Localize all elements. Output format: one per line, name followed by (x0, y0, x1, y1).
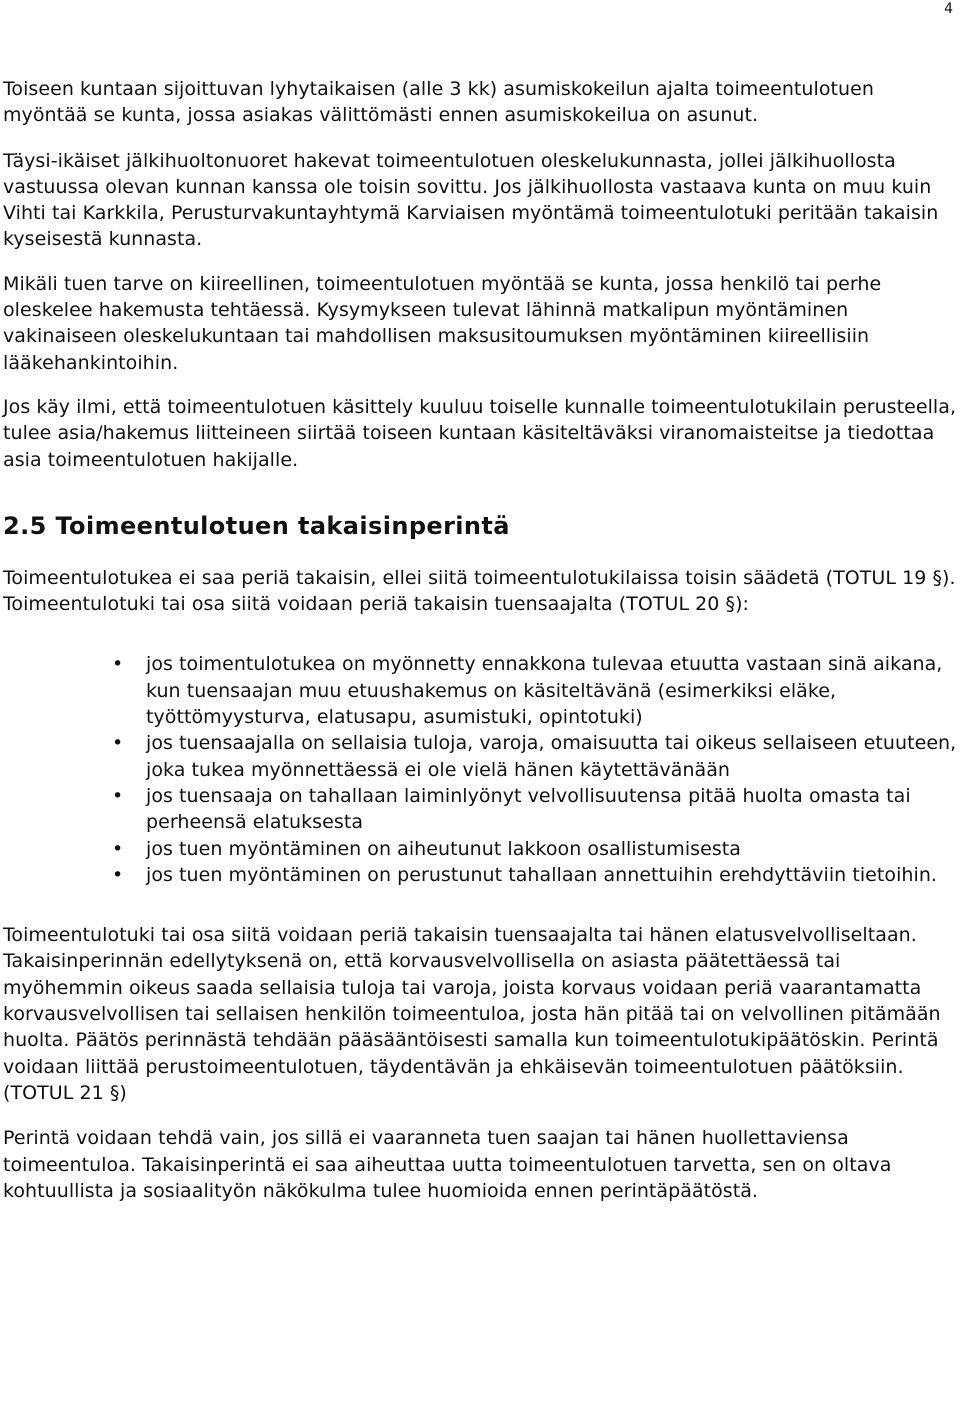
list-item (3, 836, 959, 862)
paragraph-recovery-intro: Toimeentulotukea ei saa periä takaisin, ellei siitä toimeentulotukilaissa toisin säädetä (TOTUL 19 §). Toimeentulotuki tai osa siitä voidaan periä takaisin tuensaajalta (TOTUL 20 §): (3, 566, 956, 616)
paragraph-recovery-conditions: Toimeentulotuki tai osa siitä voidaan periä takaisin tuensaajalta tai hänen elatusvelvolliseltaan. Takaisinperinnän edellytyksenä on, että korvausvelvollisella on asiasta päätettäessä tai myöhemmin oikeus saada sellaisia tuloja tai varoja, joista korvaus voidaan periä vaarantamatta korvausvelvollisen tai sellaisen henkilön toimeentuloa, josta hän pitää tai on velvollinen pitämään huolta. Päätös perinnästä tehdään pääsääntöisesti samalla kun toimeentulotukipäätöskin. Perintä voidaan liittää perustoimeentulotuen, täydentävän ja ehkäisevän toimeentulotuen päätöksiin. (TOTUL 21 §) (3, 924, 941, 1104)
document-body (3, 76, 959, 1204)
bullet-icon: • (112, 732, 124, 755)
page-number: 4 (944, 1, 953, 17)
list-item-text: jos tuensaajalla on sellaisia tuloja, varoja, omaisuutta tai oikeus sellaiseen etuuteen, joka tukea myönnettäessä ei ole vielä hänen käytettävänään (146, 732, 957, 781)
list-item-text: jos toimentulotukea on myönnetty ennakkona tulevaa etuutta vastaan sinä aikana, kun tuensaajan muu etuushakemus on käsiteltävänä (esimerkiksi eläke, työttömyysturva, elatusapu, asumistuki, opintotuki) (146, 653, 943, 729)
list-item (3, 862, 959, 888)
recovery-conditions-list (3, 651, 959, 888)
list-item-text: jos tuen myöntäminen on perustunut tahallaan annettuihin erehdyttäviin tietoihin. (146, 863, 937, 886)
paragraph-urgent-need: Mikäli tuen tarve on kiireellinen, toimeentulotuen myöntää se kunta, jossa henkilö tai perhe oleskelee hakemusta tehtäessä. Kysymykseen tulevat lähinnä matkalipun myöntäminen vakinaiseen oleskelukuntaan tai mahdollisen maksusitoumuksen myöntäminen kiireellisiin lääkehankintoihin. (3, 272, 882, 374)
paragraph-trial-living: Toiseen kuntaan sijoittuvan lyhytaikaisen (alle 3 kk) asumiskokeilun ajalta toimeentulotuen myöntää se kunta, jossa asiakas välittömästi ennen asumiskokeilua on asunut. (3, 78, 874, 127)
bullet-icon: • (112, 863, 124, 886)
list-item (3, 783, 959, 836)
list-item (3, 730, 959, 783)
list-item-text: jos tuensaaja on tahallaan laiminlyönyt velvollisuutensa pitää huolta omasta tai perheensä elatuksesta (146, 784, 911, 834)
list-item-text: jos tuen myöntäminen on aiheutunut lakkoon osallistumisesta (146, 837, 741, 860)
paragraph-transfer: Jos käy ilmi, että toimeentulotuen käsittely kuuluu toiselle kunnalle toimeentulotukilain perusteella, tulee asia/hakemus liitteineen siirtää toiseen kuntaan käsiteltäväksi viranomaisteitse ja tiedottaa asia toimeentulotuen hakijalle. (3, 395, 957, 471)
section-heading: 2.5 Toimeentulotuen takaisinperintä (3, 511, 510, 540)
paragraph-recovery-limits: Perintä voidaan tehdä vain, jos sillä ei vaaranneta tuen saajan tai hänen huollettaviensa toimeentuloa. Takaisinperintä ei saa aiheuttaa uutta toimeentulotuen tarvetta, sen on oltava kohtuullista ja sosiaalityön näkökulma tulee huomioida ennen perintäpäätöstä. (3, 1127, 892, 1202)
bullet-icon: • (112, 653, 124, 676)
bullet-icon: • (112, 784, 124, 807)
list-item (3, 651, 959, 730)
bullet-icon: • (112, 837, 124, 860)
paragraph-aftercare-youth: Täysi-ikäiset jälkihuoltonuoret hakevat toimeentulotuen oleskelukunnasta, jollei jälkihuollosta vastuussa olevan kunnan kanssa ole toisin sovittu. Jos jälkihuollosta vastaava kunta on muu kuin Vihti tai Karkkila, Perusturvakuntayhtymä Karviaisen myöntämä toimeentulotuki peritään takaisin kyseisestä kunnasta. (3, 149, 939, 251)
